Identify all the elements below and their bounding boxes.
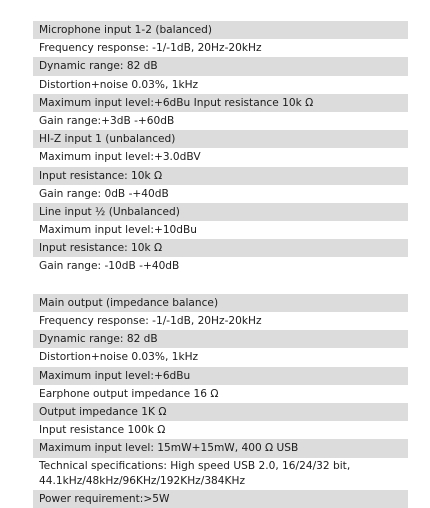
spec-row: Gain range: 0dB -+40dB xyxy=(39,187,169,200)
spec-row: Microphone input 1-2 (balanced) xyxy=(33,21,408,39)
spec-row: Input resistance: 10k Ω xyxy=(33,167,408,185)
spec-row: Gain range: -10dB -+40dB xyxy=(39,260,180,273)
spec-row: Dynamic range: 82 dB xyxy=(33,57,408,75)
spec-row: Maximum input level:+6dBu Input resistance 10k Ω xyxy=(33,94,408,112)
spec-row: Maximum input level:+10dBu xyxy=(39,224,198,237)
spec-row: Input resistance: 10k Ω xyxy=(33,239,408,257)
section-spacer xyxy=(33,276,408,294)
spec-row: Gain range:+3dB -+60dB xyxy=(39,114,175,127)
spec-row: Dynamic range: 82 dB xyxy=(33,330,408,348)
spec-table xyxy=(33,21,408,508)
spec-row: Technical specifications: High speed USB 2.0, 16/24/32 bit, 44.1kHz/48kHz/96KHz/192KHz/384KHz xyxy=(39,459,351,487)
spec-row: Output impedance 1K Ω xyxy=(33,403,408,421)
spec-row: Main output (impedance balance) xyxy=(33,294,408,312)
spec-row: Earphone output impedance 16 Ω xyxy=(39,387,219,400)
spec-row: Frequency response: -1/-1dB, 20Hz-20kHz xyxy=(39,42,262,55)
spec-row: Maximum input level: 15mW+15mW, 400 Ω USB xyxy=(33,439,408,457)
spec-row: Maximum input level:+3.0dBV xyxy=(39,151,201,164)
spec-row: Distortion+noise 0.03%, 1kHz xyxy=(39,78,199,91)
spec-row: Power requirement:>5W xyxy=(33,490,408,508)
spec-row: Input resistance 100k Ω xyxy=(39,424,166,437)
spec-row: HI-Z input 1 (unbalanced) xyxy=(33,130,408,148)
spec-row: Line input ½ (Unbalanced) xyxy=(33,203,408,221)
spec-row: Distortion+noise 0.03%, 1kHz xyxy=(39,351,199,364)
spec-row: Frequency response: -1/-1dB, 20Hz-20kHz xyxy=(39,315,262,327)
spec-row: Maximum input level:+6dBu xyxy=(33,367,408,385)
